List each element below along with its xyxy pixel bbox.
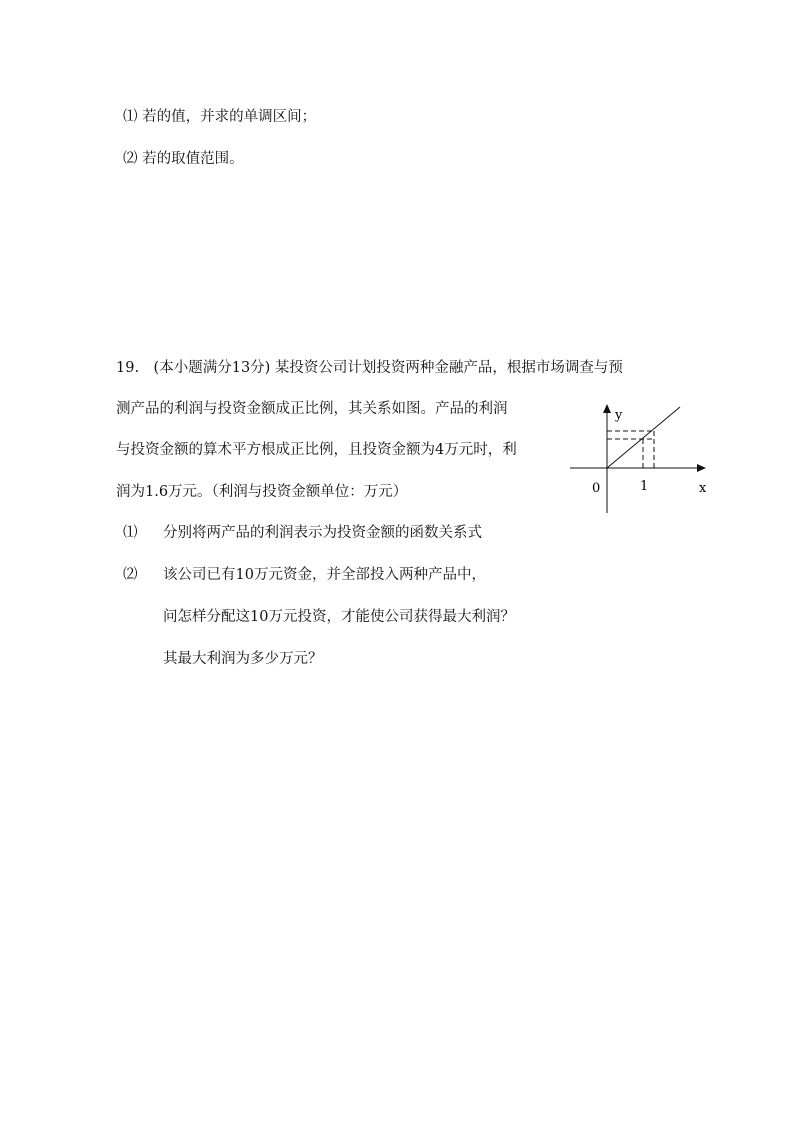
x-axis-label: x bbox=[699, 481, 707, 496]
problem19-line3: 与投资金额的算术平方根成正比例，且投资金额为4万元时，利 bbox=[116, 442, 517, 458]
prev-part1: ⑴ 若的值，并求的单调区间； bbox=[123, 109, 317, 125]
sub1-text: 分别将两产品的利润表示为投资金额的函数关系式 bbox=[163, 525, 482, 541]
profit-graph bbox=[560, 398, 720, 518]
problem19-line2: 测产品的利润与投资金额成正比例，其关系如图。产品的利润 bbox=[116, 401, 508, 417]
problem19-line4: 润为1.6万元。（利润与投资金额单位：万元） bbox=[116, 484, 408, 500]
x-axis-arrow bbox=[697, 464, 706, 472]
sub2-line2: 问怎样分配这10万元投资，才能使公司获得最大利润？ bbox=[163, 609, 515, 625]
origin-label: 0 bbox=[592, 481, 601, 496]
sub2-number: ⑵ bbox=[123, 567, 138, 583]
y-axis-label: y bbox=[615, 408, 623, 423]
sub1-number: ⑴ bbox=[123, 525, 138, 541]
problem19-line1: 19. (本小题满分13分) 某投资公司计划投资两种金融产品，根据市场调查与预 bbox=[116, 360, 623, 376]
y-axis-arrow bbox=[603, 404, 611, 413]
sub2-line3: 其最大利润为多少万元？ bbox=[163, 651, 323, 667]
tick-label-one: 1 bbox=[640, 479, 649, 494]
sub2-line1: 该公司已有10万元资金，并全部投入两种产品中， bbox=[163, 567, 486, 583]
prev-part2: ⑵ 若的取值范围。 bbox=[123, 151, 244, 167]
